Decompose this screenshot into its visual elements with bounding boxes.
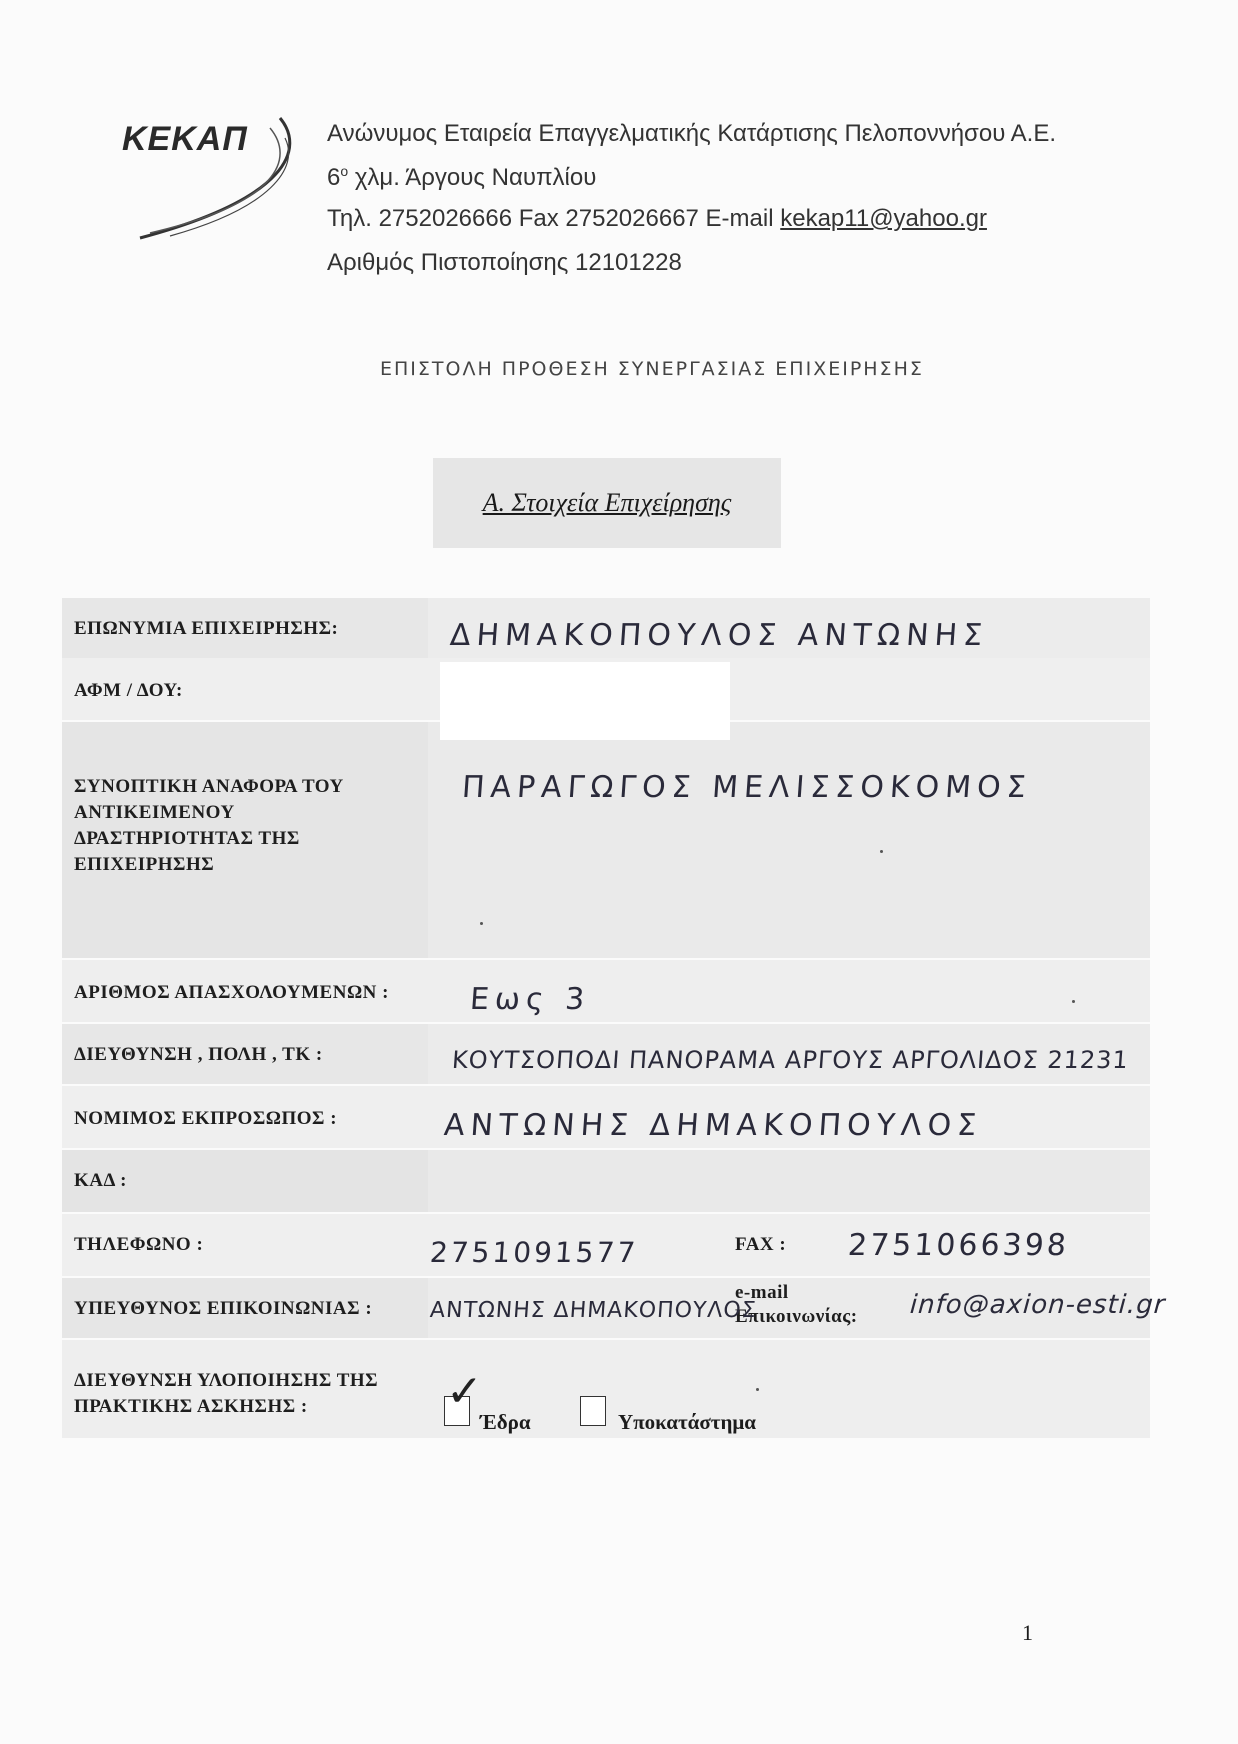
label-activity-1: ΣΥΝΟΠΤΙΚΗ ΑΝΑΦΟΡΑ ΤΟΥ bbox=[74, 776, 344, 797]
label-activity-3: ΔΡΑΣΤΗΡΙΟΤΗΤΑΣ ΤΗΣ bbox=[74, 828, 300, 849]
value-business-name: ΔΗΜΑΚΟΠΟΥΛΟΣ ΑΝΤΩΝΗΣ bbox=[448, 618, 990, 653]
label-employees: ΑΡΙΘΜΟΣ ΑΠΑΣΧΟΛΟΥΜΕΝΩΝ : bbox=[74, 982, 389, 1003]
value-fax: 2751066398 bbox=[846, 1228, 1071, 1263]
checkbox-branch[interactable] bbox=[580, 1396, 606, 1426]
value-employees: Εως 3 bbox=[468, 982, 592, 1017]
label-contact-email-1: e-mail bbox=[735, 1282, 789, 1303]
value-representative: ΑΝΤΩΝΗΣ ΔΗΜΑΚΟΠΟΥΛΟΣ bbox=[442, 1108, 984, 1143]
company-logo: KEKAΠ bbox=[122, 120, 248, 158]
value-cell-activity bbox=[428, 722, 1150, 958]
label-implementation-2: ΠΡΑΚΤΙΚΗΣ ΑΣΚΗΣΗΣ : bbox=[74, 1396, 308, 1417]
value-activity: ΠΑΡΑΓΩΓΟΣ ΜΕΛΙΣΣΟΚΟΜΟΣ bbox=[460, 770, 1033, 805]
option-seat-label: Έδρα bbox=[480, 1410, 531, 1434]
scan-speck bbox=[480, 922, 483, 925]
company-name: Ανώνυμος Εταιρεία Επαγγελματικής Κατάρτισης Πελοποννήσου Α.Ε. bbox=[327, 120, 1057, 147]
label-activity-2: ΑΝΤΙΚΕΙΜΕΝΟΥ bbox=[74, 802, 235, 823]
scan-speck bbox=[1072, 1000, 1075, 1003]
label-contact-email-2: Επικοινωνίας: bbox=[735, 1306, 858, 1327]
scan-speck bbox=[880, 850, 883, 853]
value-contact-email: info@axion-esti.gr bbox=[908, 1290, 1167, 1320]
label-address: ΔΙΕΥΘΥΝΣΗ , ΠΟΛΗ , ΤΚ : bbox=[74, 1044, 323, 1065]
label-kad: ΚΑΔ : bbox=[74, 1170, 127, 1191]
label-phone: ΤΗΛΕΦΩΝΟ : bbox=[74, 1234, 204, 1255]
label-representative: ΝΟΜΙΜΟΣ ΕΚΠΡΟΣΩΠΟΣ : bbox=[74, 1108, 338, 1129]
value-contact-person: ΑΝΤΩΝΗΣ ΔΗΜΑΚΟΠΟΥΛΟΣ bbox=[429, 1298, 758, 1323]
scan-speck bbox=[756, 1388, 759, 1391]
value-address: ΚΟΥΤΣΟΠΟΔΙ ΠΑΝΟΡΑΜΑ ΑΡΓΟΥΣ ΑΡΓΟΛΙΔΟΣ 21231 bbox=[451, 1046, 1130, 1074]
letter-subject: ΕΠΙΣΤΟΛΗ ΠΡΟΘΕΣΗ ΣΥΝΕΡΓΑΣΙΑΣ ΕΠΙΧΕΙΡΗΣΗΣ bbox=[380, 358, 924, 380]
option-branch-label: Υποκατάστημα bbox=[618, 1410, 756, 1434]
value-cell-kad bbox=[428, 1150, 1150, 1212]
label-implementation-1: ΔΙΕΥΘΥΝΣΗ ΥΛΟΠΟΙΗΣΗΣ ΤΗΣ bbox=[74, 1370, 379, 1391]
page-number: 1 bbox=[1022, 1620, 1033, 1645]
company-address: $6^o$ χλμ. Άργους Ναυπλίου bbox=[327, 163, 597, 191]
company-email-link[interactable]: kekap11@yahoo.gr bbox=[780, 205, 987, 232]
label-afm: ΑΦΜ / ΔΟΥ: bbox=[74, 680, 183, 701]
label-activity-4: ΕΠΙΧΕΙΡΗΣΗΣ bbox=[74, 854, 215, 875]
label-contact-person: ΥΠΕΥΘΥΝΟΣ ΕΠΙΚΟΙΝΩΝΙΑΣ : bbox=[74, 1298, 373, 1319]
value-phone: 2751091577 bbox=[428, 1236, 640, 1269]
check-mark: ✓ bbox=[446, 1366, 483, 1417]
section-title: Α. Στοιχεία Επιχείρησης bbox=[482, 488, 732, 517]
company-contact: Τηλ. 2752026666 Fax 2752026667 E-mail kekap11@yahoo.gr bbox=[327, 205, 987, 232]
label-business-name: ΕΠΩΝΥΜΙΑ ΕΠΙΧΕΙΡΗΣΗΣ: bbox=[74, 618, 339, 639]
label-fax: FAX : bbox=[735, 1234, 787, 1255]
redacted-afm-patch bbox=[440, 662, 730, 740]
company-certification: Αριθμός Πιστοποίησης 12101228 bbox=[327, 249, 682, 276]
